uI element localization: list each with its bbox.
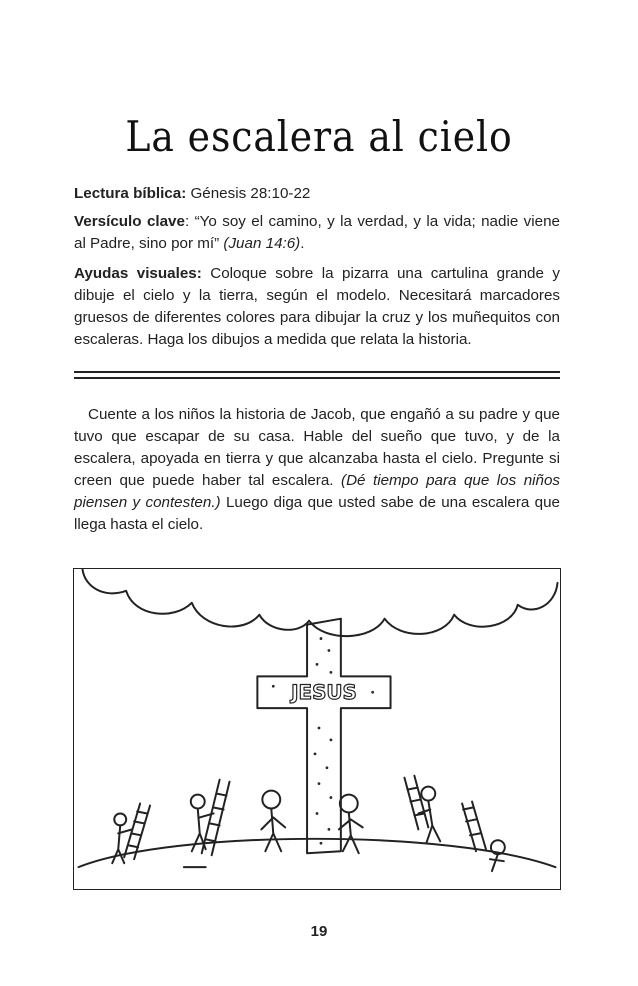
visual-aids-label: Ayudas visuales: (74, 265, 202, 282)
illustration-frame (73, 568, 561, 890)
key-verse-text: : “Yo soy el camino, y la verdad, y la vida; nadie viene al Padre, sino por mí” (74, 213, 560, 252)
figure-ladder-far-right (462, 802, 505, 872)
figure-ladder-right (404, 776, 440, 844)
page-title: La escalera al cielo (125, 112, 513, 161)
cross-shape (257, 619, 390, 854)
key-verse (74, 211, 560, 255)
bible-reading-label: Lectura bíblica: (74, 185, 187, 202)
story-text-1: Cuente a los niños la historia de Jacob, que engañó a su padre y que tuvo que escapar de su casa. Hable del sueño que tuvo, y de la escalera, apoyada en tierra y que alcanzaba hasta el cielo. Pregunte si creen que puede haber tal escalera. (74, 406, 560, 489)
bible-reading-text: Génesis 28:10-22 (186, 185, 311, 202)
figure-walking-1 (261, 791, 285, 852)
page-number: 19 (310, 923, 328, 940)
key-verse-label: Versículo clave (74, 213, 185, 230)
story-paragraph (74, 404, 560, 536)
bible-reading (74, 183, 560, 205)
key-verse-end: . (300, 235, 305, 252)
visual-aids (74, 263, 560, 351)
figure-ladder-second (184, 780, 230, 867)
key-verse-reference: (Juan 14:6) (223, 235, 301, 252)
figure-walking-2 (339, 795, 363, 854)
story-text-2: Luego diga que usted sabe de una escalera que llega hasta el cielo. (74, 494, 560, 533)
visual-aids-text: Coloque sobre la pizarra una cartulina grande y dibuje el cielo y la tierra, según el modelo. Necesitará marcadores gruesos de diferentes colores para dibujar la cruz y los muñequitos con escaleras. Haga los dibujos a medida que relata la historia. (74, 265, 560, 348)
figure-ladder-left (112, 804, 150, 864)
divider-line-bottom (74, 377, 560, 379)
illustration-drawing (74, 569, 560, 889)
story-italic-note: (Dé tiempo para que los niños piensen y contesten.) (74, 472, 561, 511)
cloud-shape (82, 569, 557, 636)
divider-line-top (74, 371, 560, 373)
cross-speckles (272, 638, 373, 844)
cross-label: JESUS (291, 681, 357, 705)
